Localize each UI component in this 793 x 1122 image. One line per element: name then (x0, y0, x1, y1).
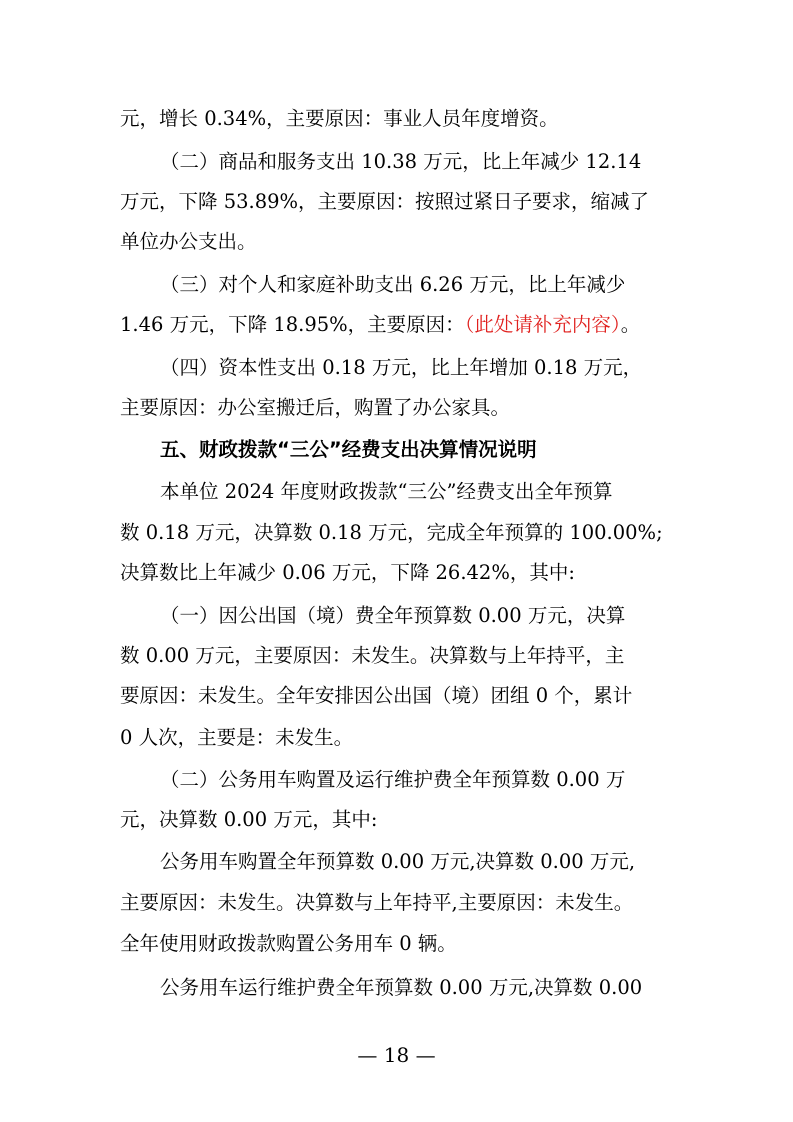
placeholder-note: （此处请补充内容） (464, 313, 621, 336)
line-end-punct: 。 (620, 313, 641, 336)
paragraph-line: （一）因公出国（境）费全年预算数 0.00 万元，决算 (160, 604, 626, 627)
paragraph-line: 主要原因：办公室搬迁后，购置了办公家具。 (120, 396, 511, 419)
paragraph-line: 决算数比上年减少 0.06 万元，下降 26.42%，其中: (120, 561, 575, 584)
paragraph-line: 元，决算数 0.00 万元，其中: (120, 808, 378, 831)
page-number: — 18 — (357, 1043, 436, 1067)
paragraph-line: 万元，下降 53.89%，主要原因：按照过紧日子要求，缩减了 (120, 190, 650, 213)
paragraph-line: 数 0.18 万元，决算数 0.18 万元，完成全年预算的 100.00%; (120, 521, 663, 544)
paragraph-line: 元，增长 0.34%，主要原因：事业人员年度增资。 (120, 107, 559, 130)
paragraph-line: （二）公务用车购置及运行维护费全年预算数 0.00 万 (160, 768, 626, 791)
paragraph-line: 公务用车运行维护费全年预算数 0.00 万元,决算数 0.00 (160, 976, 643, 999)
paragraph-line: 全年使用财政拨款购置公务用车 0 辆。 (120, 932, 457, 955)
paragraph-line: 0 人次，主要是：未发生。 (120, 726, 354, 749)
paragraph-line: （三）对个人和家庭补助支出 6.26 万元，比上年减少 (160, 273, 626, 296)
line-text: 1.46 万元，下降 18.95%，主要原因： (120, 313, 465, 336)
paragraph-line: 主要原因：未发生。决算数与上年持平,主要原因：未发生。 (120, 891, 634, 914)
paragraph-line: （四）资本性支出 0.18 万元，比上年增加 0.18 万元， (160, 356, 643, 379)
section-heading: 五、财政拨款“三公”经费支出决算情况说明 (160, 438, 537, 461)
paragraph-line: 要原因：未发生。全年安排因公出国（境）团组 0 个，累计 (120, 684, 633, 707)
paragraph-line: 数 0.00 万元，主要原因：未发生。决算数与上年持平，主 (120, 644, 625, 667)
paragraph-line: 本单位 2024 年度财政拨款“三公”经费支出全年预算 (160, 480, 613, 503)
paragraph-line (120, 313, 640, 337)
paragraph-line: 公务用车购置全年预算数 0.00 万元,决算数 0.00 万元, (160, 850, 636, 873)
paragraph-line: 单位办公支出。 (120, 230, 257, 253)
paragraph-line: （二）商品和服务支出 10.38 万元，比上年减少 12.14 (160, 150, 642, 173)
